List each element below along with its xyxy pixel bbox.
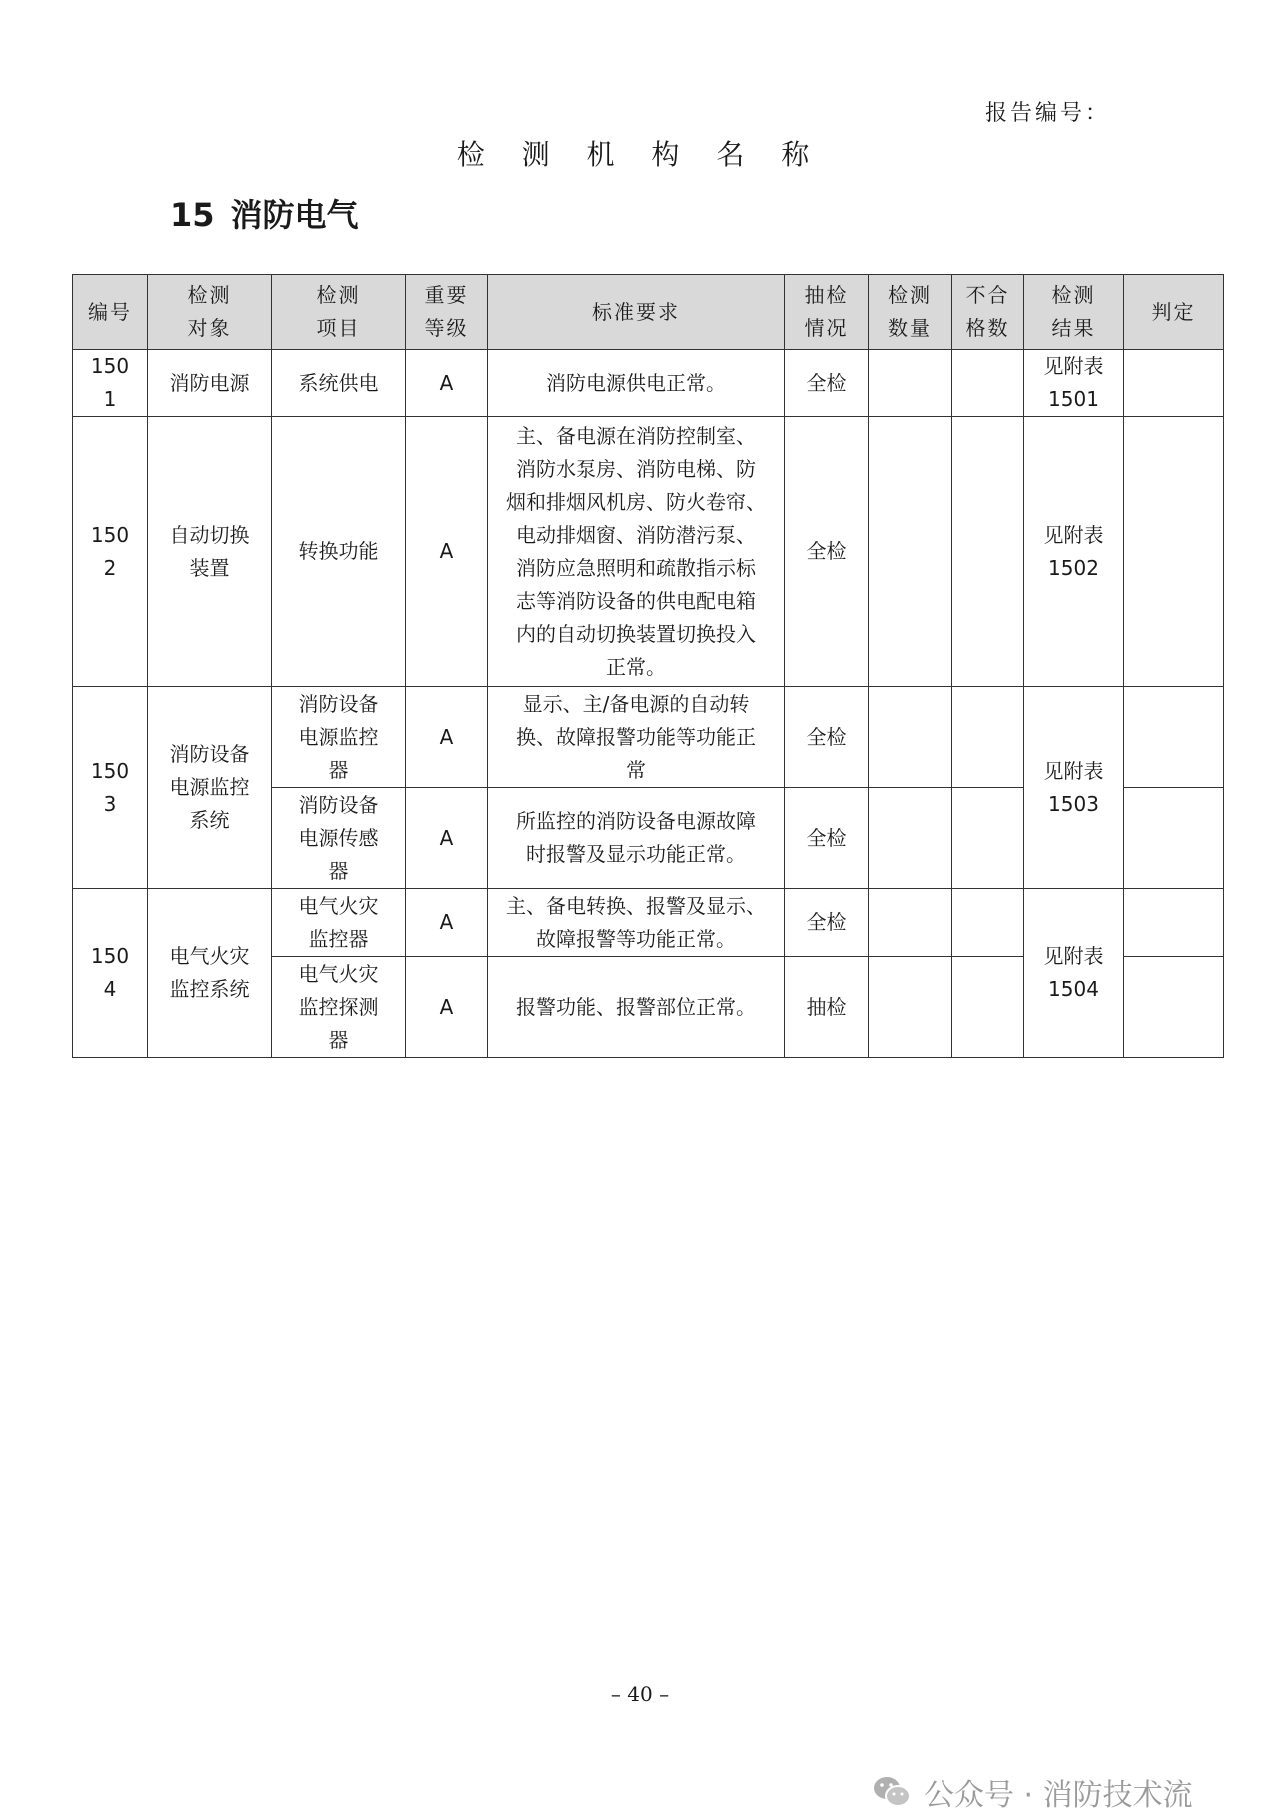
row-grade: A — [406, 687, 488, 788]
row-verdict — [1124, 350, 1224, 417]
report-number-label: 报告编号： — [985, 101, 1111, 126]
header-object: 检测 对象 — [148, 275, 272, 350]
row-result: 见附表 1504 — [1024, 889, 1124, 1058]
row-result: 见附表 1502 — [1024, 417, 1124, 687]
row-verdict — [1124, 687, 1224, 788]
row-object: 消防设备 电源监控 系统 — [148, 687, 272, 889]
row-id: 150 4 — [73, 889, 148, 1058]
row-verdict — [1124, 889, 1224, 957]
inspection-table — [72, 274, 1224, 1058]
row-sampling: 全检 — [785, 350, 869, 417]
row-item: 消防设备 电源传感 器 — [272, 788, 406, 889]
row-grade: A — [406, 957, 488, 1058]
page-number: – 40 – — [610, 1682, 670, 1706]
header-verdict: 判定 — [1124, 275, 1224, 350]
row-standard: 报警功能、报警部位正常。 — [488, 957, 785, 1058]
row-standard: 主、备电源在消防控制室、 消防水泵房、消防电梯、防 烟和排烟风机房、防火卷帘、 电动排烟窗、消防潜污泵、 消防应急照明和疏散指示标 志等消防设备的供电配电箱 内的自动切换装置切换投入 正常。 — [488, 417, 785, 687]
row-fail — [952, 417, 1024, 687]
row-grade: A — [406, 788, 488, 889]
row-id: 150 3 — [73, 687, 148, 889]
section-title: 消防电气 — [230, 196, 359, 234]
row-grade: A — [406, 889, 488, 957]
row-item: 系统供电 — [272, 350, 406, 417]
row-standard: 消防电源供电正常。 — [488, 350, 785, 417]
watermark-text: 公众号 · 消防技术流 — [924, 1778, 1193, 1813]
row-verdict — [1124, 417, 1224, 687]
row-fail — [952, 687, 1024, 788]
header-fail: 不合 格数 — [952, 275, 1024, 350]
table-row — [73, 889, 1224, 957]
row-standard: 显示、主/备电源的自动转 换、故障报警功能等功能正 常 — [488, 687, 785, 788]
row-sampling: 全检 — [785, 687, 869, 788]
row-item: 电气火灾 监控探测 器 — [272, 957, 406, 1058]
row-count — [869, 957, 952, 1058]
row-count — [869, 417, 952, 687]
row-count — [869, 889, 952, 957]
row-sampling: 抽检 — [785, 957, 869, 1058]
row-sampling: 全检 — [785, 788, 869, 889]
row-object: 电气火灾 监控系统 — [148, 889, 272, 1058]
row-sampling: 全检 — [785, 889, 869, 957]
organization-name: 检 测 机 构 名 称 — [456, 138, 824, 171]
row-id: 150 2 — [73, 417, 148, 687]
row-fail — [952, 788, 1024, 889]
table-row — [73, 417, 1224, 687]
row-sampling: 全检 — [785, 417, 869, 687]
header-grade: 重要 等级 — [406, 275, 488, 350]
row-item: 转换功能 — [272, 417, 406, 687]
row-fail — [952, 350, 1024, 417]
row-verdict — [1124, 788, 1224, 889]
header-count: 检测 数量 — [869, 275, 952, 350]
row-verdict — [1124, 957, 1224, 1058]
row-result: 见附表 1503 — [1024, 687, 1124, 889]
row-grade: A — [406, 417, 488, 687]
header-result: 检测 结果 — [1024, 275, 1124, 350]
row-standard: 主、备电转换、报警及显示、 故障报警等功能正常。 — [488, 889, 785, 957]
row-grade: A — [406, 350, 488, 417]
row-object: 自动切换 装置 — [148, 417, 272, 687]
row-id: 150 1 — [73, 350, 148, 417]
row-count — [869, 788, 952, 889]
row-fail — [952, 957, 1024, 1058]
row-count — [869, 687, 952, 788]
header-sampling: 抽检 情况 — [785, 275, 869, 350]
wechat-icon — [872, 1775, 912, 1809]
row-item: 电气火灾 监控器 — [272, 889, 406, 957]
row-standard: 所监控的消防设备电源故障 时报警及显示功能正常。 — [488, 788, 785, 889]
row-result: 见附表 1501 — [1024, 350, 1124, 417]
header-standard: 标准要求 — [488, 275, 785, 350]
header-item: 检测 项目 — [272, 275, 406, 350]
table-header-row — [73, 275, 1224, 350]
table-row — [73, 687, 1224, 788]
row-object: 消防电源 — [148, 350, 272, 417]
header-id: 编号 — [73, 275, 148, 350]
row-item: 消防设备 电源监控 器 — [272, 687, 406, 788]
section-heading — [170, 190, 359, 236]
row-count — [869, 350, 952, 417]
table-row — [73, 350, 1224, 417]
watermark — [872, 1770, 1193, 1814]
row-fail — [952, 889, 1024, 957]
section-number: 15 — [170, 196, 215, 234]
